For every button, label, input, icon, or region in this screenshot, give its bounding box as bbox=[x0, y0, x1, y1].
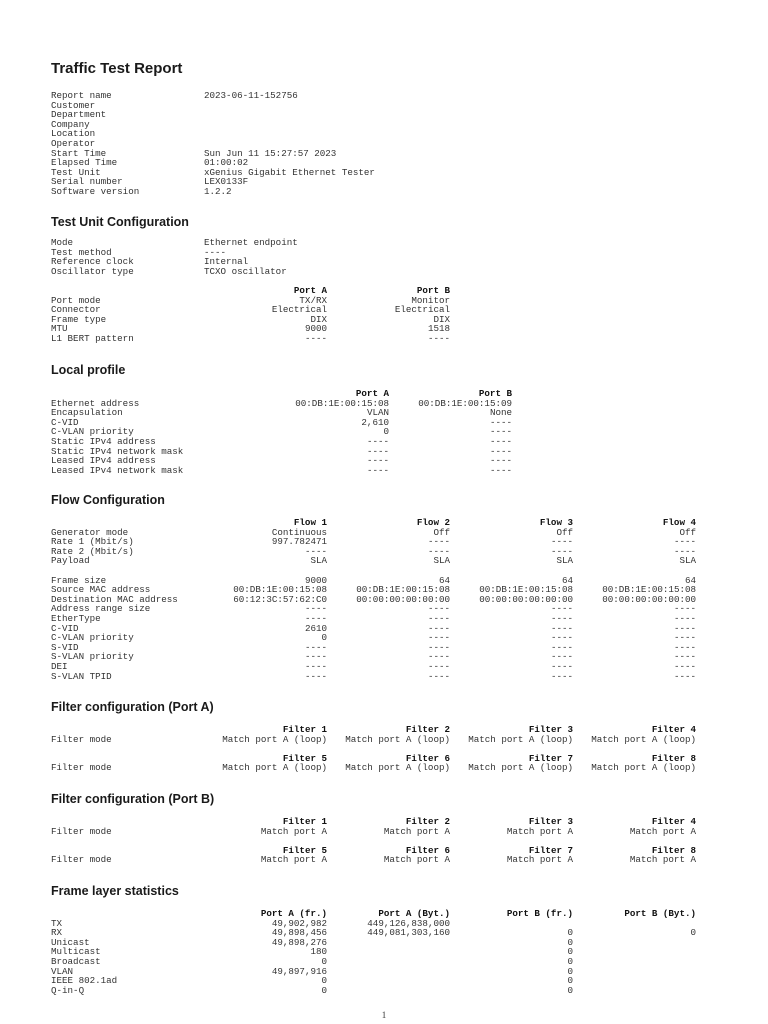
info-label: Test Unit bbox=[51, 166, 101, 178]
column-header: Port B bbox=[416, 285, 450, 296]
info-label: Location bbox=[51, 128, 96, 140]
info-value: Ethernet endpoint bbox=[204, 237, 298, 248]
column-header: Port A bbox=[293, 285, 327, 296]
info-value: 2023-06-11-152756 bbox=[204, 90, 298, 101]
row-label: IEEE 802.1ad bbox=[51, 975, 118, 987]
table-cell: ---- bbox=[427, 536, 450, 548]
info-value: Internal bbox=[204, 256, 249, 268]
table-cell: ---- bbox=[673, 603, 696, 615]
column-header: Filter 2 bbox=[405, 816, 450, 827]
table-cell: 0 bbox=[567, 955, 573, 967]
table-cell: 0 bbox=[567, 936, 573, 948]
table-cell: 00:DB:1E:00:15:08 bbox=[356, 584, 450, 596]
section-heading-filter-a: Filter configuration (Port A) bbox=[51, 700, 214, 714]
table-cell: ---- bbox=[550, 660, 573, 672]
table-cell: ---- bbox=[427, 641, 450, 653]
info-label: Start Time bbox=[51, 147, 107, 159]
row-label: Port mode bbox=[51, 294, 101, 306]
column-header: Port A (Byt.) bbox=[378, 908, 450, 919]
info-label: Customer bbox=[51, 99, 96, 111]
table-cell: Match port A (loop) bbox=[345, 733, 450, 745]
row-label: Destination MAC address bbox=[51, 593, 178, 605]
table-cell: 1518 bbox=[427, 323, 450, 335]
column-header: Filter 5 bbox=[282, 844, 327, 856]
column-header: Filter 4 bbox=[651, 724, 696, 735]
table-cell: 0 bbox=[567, 965, 573, 977]
table-cell: SLA bbox=[433, 555, 450, 567]
table-cell: Match port A bbox=[629, 825, 696, 837]
table-cell: Match port A (loop) bbox=[345, 762, 450, 774]
table-cell: 997.782471 bbox=[271, 536, 327, 548]
info-label: Elapsed Time bbox=[51, 157, 118, 169]
table-cell: 00:00:00:00:00:00 bbox=[479, 593, 573, 605]
row-label: Generator mode bbox=[51, 526, 129, 538]
info-label: Serial number bbox=[51, 176, 123, 188]
table-cell: ---- bbox=[550, 670, 573, 682]
table-cell: ---- bbox=[489, 435, 512, 447]
column-header: Port B (fr.) bbox=[506, 908, 573, 919]
table-cell: 0 bbox=[321, 632, 327, 644]
table-cell: None bbox=[489, 407, 512, 419]
column-header: Port A (fr.) bbox=[260, 908, 327, 919]
table-cell: 0 bbox=[321, 984, 327, 996]
row-label: Broadcast bbox=[51, 955, 101, 967]
row-label: Rate 2 (Mbit/s) bbox=[51, 545, 134, 557]
table-cell: 49,902,982 bbox=[271, 917, 327, 929]
table-cell: Off bbox=[556, 526, 573, 538]
column-header: Filter 1 bbox=[282, 816, 327, 827]
table-cell: ---- bbox=[550, 612, 573, 624]
table-cell: Match port A (loop) bbox=[468, 733, 573, 745]
table-cell: ---- bbox=[304, 651, 327, 663]
row-label: Rate 1 (Mbit/s) bbox=[51, 536, 134, 548]
table-cell: ---- bbox=[673, 612, 696, 624]
info-value: LEX0133F bbox=[204, 176, 249, 188]
column-header: Filter 7 bbox=[528, 752, 573, 764]
table-cell: ---- bbox=[489, 426, 512, 438]
column-header: Filter 3 bbox=[528, 816, 573, 827]
row-label: Filter mode bbox=[51, 733, 112, 745]
table-cell: Match port A bbox=[260, 825, 327, 837]
table-cell: ---- bbox=[550, 603, 573, 615]
table-cell: ---- bbox=[550, 651, 573, 663]
row-label: C-VID bbox=[51, 416, 79, 428]
table-cell: 0 bbox=[567, 984, 573, 996]
table-cell: Monitor bbox=[411, 294, 450, 306]
column-header: Filter 4 bbox=[651, 816, 696, 827]
row-label: Source MAC address bbox=[51, 584, 151, 596]
row-label: EtherType bbox=[51, 612, 101, 624]
table-cell: ---- bbox=[304, 612, 327, 624]
table-cell: ---- bbox=[304, 660, 327, 672]
info-label: Report name bbox=[51, 90, 112, 101]
table-cell: 9000 bbox=[304, 323, 327, 335]
info-value: ---- bbox=[204, 246, 227, 258]
row-label: DEI bbox=[51, 660, 68, 672]
table-cell: Match port A bbox=[260, 854, 327, 866]
row-label: Filter mode bbox=[51, 825, 112, 837]
table-cell: ---- bbox=[673, 670, 696, 682]
table-cell: ---- bbox=[304, 641, 327, 653]
column-header: Filter 5 bbox=[282, 752, 327, 764]
table-cell: Match port A bbox=[629, 854, 696, 866]
row-label: S-VID bbox=[51, 641, 79, 653]
row-label: Filter mode bbox=[51, 854, 112, 866]
table-cell: 0 bbox=[567, 927, 573, 939]
table-cell: 00:DB:1E:00:15:08 bbox=[233, 584, 327, 596]
column-header: Flow 3 bbox=[539, 517, 573, 528]
table-cell: 0 bbox=[383, 426, 389, 438]
table-cell: ---- bbox=[304, 332, 327, 344]
table-cell: 449,126,838,000 bbox=[367, 917, 450, 929]
table-cell: 00:DB:1E:00:15:08 bbox=[479, 584, 573, 596]
info-label: Oscillator type bbox=[51, 265, 134, 277]
table-cell: SLA bbox=[310, 555, 327, 567]
row-label: Unicast bbox=[51, 936, 90, 948]
info-value: 01:00:02 bbox=[204, 157, 249, 169]
info-label: Mode bbox=[51, 237, 74, 248]
row-label: C-VID bbox=[51, 622, 79, 634]
table-cell: 49,898,276 bbox=[271, 936, 327, 948]
info-value: xGenius Gigabit Ethernet Tester bbox=[204, 166, 375, 178]
row-label: S-VLAN priority bbox=[51, 651, 134, 663]
info-label: Reference clock bbox=[51, 256, 134, 268]
row-label: RX bbox=[51, 927, 63, 939]
info-label: Department bbox=[51, 109, 107, 121]
table-cell: SLA bbox=[679, 555, 696, 567]
table-cell: 64 bbox=[438, 574, 450, 586]
table-cell: 9000 bbox=[304, 574, 327, 586]
column-header: Filter 8 bbox=[651, 752, 696, 764]
table-cell: 0 bbox=[321, 975, 327, 987]
table-cell: TX/RX bbox=[299, 294, 327, 306]
table-cell: ---- bbox=[550, 641, 573, 653]
row-label: Static IPv4 address bbox=[51, 435, 156, 447]
table-cell: ---- bbox=[673, 632, 696, 644]
table-cell: ---- bbox=[673, 651, 696, 663]
column-header: Filter 2 bbox=[405, 724, 450, 735]
info-value: TCXO oscillator bbox=[204, 265, 287, 277]
table-cell: ---- bbox=[366, 445, 389, 457]
table-cell: Off bbox=[679, 526, 696, 538]
table-cell: 00:DB:1E:00:15:08 bbox=[295, 397, 389, 409]
table-cell: ---- bbox=[673, 622, 696, 634]
table-cell: ---- bbox=[550, 545, 573, 557]
table-cell: ---- bbox=[550, 536, 573, 548]
table-cell: ---- bbox=[489, 445, 512, 457]
table-cell: 49,898,456 bbox=[271, 927, 327, 939]
section-heading-filter-b: Filter configuration (Port B) bbox=[51, 792, 215, 806]
table-cell: ---- bbox=[366, 464, 389, 476]
row-label: Payload bbox=[51, 555, 90, 567]
table-cell: 00:DB:1E:00:15:08 bbox=[602, 584, 696, 596]
table-cell: ---- bbox=[489, 416, 512, 428]
column-header: Filter 1 bbox=[282, 724, 327, 735]
column-header: Filter 3 bbox=[528, 724, 573, 735]
table-cell: ---- bbox=[550, 632, 573, 644]
row-label: S-VLAN TPID bbox=[51, 670, 112, 682]
table-cell: 00:DB:1E:00:15:09 bbox=[418, 397, 512, 409]
table-cell: ---- bbox=[304, 545, 327, 557]
table-cell: ---- bbox=[673, 545, 696, 557]
table-cell: 49,897,916 bbox=[271, 965, 327, 977]
table-cell: Continuous bbox=[271, 526, 327, 538]
table-cell: ---- bbox=[427, 603, 450, 615]
row-label: Leased IPv4 address bbox=[51, 455, 156, 467]
table-cell: ---- bbox=[366, 435, 389, 447]
section-heading-local-profile: Local profile bbox=[51, 363, 126, 377]
info-label: Company bbox=[51, 118, 90, 130]
column-header: Port B bbox=[478, 388, 512, 399]
row-label: Frame size bbox=[51, 574, 107, 586]
table-cell: 60:12:3C:57:62:C0 bbox=[233, 593, 327, 605]
row-label: Connector bbox=[51, 304, 101, 316]
table-cell: ---- bbox=[427, 545, 450, 557]
table-cell: 449,081,303,160 bbox=[367, 927, 450, 939]
column-header: Filter 6 bbox=[405, 844, 450, 856]
section-heading-test-unit: Test Unit Configuration bbox=[51, 215, 189, 229]
row-label: Multicast bbox=[51, 946, 101, 958]
row-label: Static IPv4 network mask bbox=[51, 445, 184, 457]
info-value: 1.2.2 bbox=[204, 185, 232, 197]
table-cell: ---- bbox=[427, 660, 450, 672]
row-label: C-VLAN priority bbox=[51, 632, 134, 644]
table-cell: ---- bbox=[427, 670, 450, 682]
table-cell: DIX bbox=[310, 313, 327, 325]
table-cell: VLAN bbox=[366, 407, 389, 419]
row-label: Filter mode bbox=[51, 762, 112, 774]
table-cell: Match port A (loop) bbox=[468, 762, 573, 774]
column-header: Port B (Byt.) bbox=[624, 908, 696, 919]
row-label: C-VLAN priority bbox=[51, 426, 134, 438]
table-cell: Match port A (loop) bbox=[591, 762, 696, 774]
row-label: VLAN bbox=[51, 965, 74, 977]
row-label: Frame type bbox=[51, 313, 107, 325]
table-cell: Match port A bbox=[383, 825, 450, 837]
table-cell: 0 bbox=[567, 975, 573, 987]
column-header: Flow 4 bbox=[662, 517, 696, 528]
column-header: Flow 1 bbox=[293, 517, 327, 528]
info-label: Operator bbox=[51, 137, 96, 149]
table-cell: ---- bbox=[489, 464, 512, 476]
section-heading-frame-stats: Frame layer statistics bbox=[51, 884, 179, 898]
column-header: Filter 8 bbox=[651, 844, 696, 856]
page-title: Traffic Test Report bbox=[51, 60, 183, 77]
table-cell: Off bbox=[433, 526, 450, 538]
table-cell: ---- bbox=[304, 670, 327, 682]
row-label: Q-in-Q bbox=[51, 984, 85, 996]
table-cell: 0 bbox=[567, 946, 573, 958]
row-label: Address range size bbox=[51, 603, 151, 615]
page-number: 1 bbox=[381, 1010, 387, 1020]
table-cell: Match port A bbox=[506, 854, 573, 866]
column-header: Filter 7 bbox=[528, 844, 573, 856]
table-cell: ---- bbox=[304, 603, 327, 615]
table-cell: 00:00:00:00:00:00 bbox=[356, 593, 450, 605]
table-cell: ---- bbox=[427, 612, 450, 624]
table-cell: 0 bbox=[690, 927, 696, 939]
table-cell: ---- bbox=[427, 332, 450, 344]
table-cell: Match port A bbox=[383, 854, 450, 866]
column-header: Filter 6 bbox=[405, 752, 450, 764]
table-cell: ---- bbox=[427, 622, 450, 634]
table-cell: Match port A (loop) bbox=[222, 762, 327, 774]
table-cell: Match port A (loop) bbox=[222, 733, 327, 745]
table-cell: 00:00:00:00:00:00 bbox=[602, 593, 696, 605]
table-cell: Match port A bbox=[506, 825, 573, 837]
table-cell: ---- bbox=[489, 455, 512, 467]
table-cell: 64 bbox=[561, 574, 573, 586]
table-cell: 2610 bbox=[304, 622, 327, 634]
table-cell: ---- bbox=[550, 622, 573, 634]
table-cell: ---- bbox=[366, 455, 389, 467]
row-label: MTU bbox=[51, 323, 68, 335]
table-cell: 0 bbox=[321, 955, 327, 967]
table-cell: 180 bbox=[310, 946, 327, 958]
table-cell: Electrical bbox=[271, 304, 327, 316]
info-value: Sun Jun 11 15:27:57 2023 bbox=[204, 147, 337, 159]
table-cell: Match port A (loop) bbox=[591, 733, 696, 745]
table-cell: ---- bbox=[673, 660, 696, 672]
table-cell: ---- bbox=[673, 641, 696, 653]
table-cell: SLA bbox=[556, 555, 573, 567]
table-cell: 2,610 bbox=[361, 416, 389, 428]
row-label: Leased IPv4 network mask bbox=[51, 464, 184, 476]
table-cell: DIX bbox=[433, 313, 450, 325]
table-cell: ---- bbox=[427, 632, 450, 644]
column-header: Port A bbox=[355, 388, 389, 399]
table-cell: Electrical bbox=[394, 304, 450, 316]
row-label: TX bbox=[51, 917, 63, 929]
info-label: Software version bbox=[51, 185, 140, 197]
table-cell: ---- bbox=[427, 651, 450, 663]
column-header: Flow 2 bbox=[416, 517, 450, 528]
row-label: L1 BERT pattern bbox=[51, 332, 134, 344]
row-label: Encapsulation bbox=[51, 407, 123, 419]
row-label: Ethernet address bbox=[51, 397, 140, 409]
table-cell: ---- bbox=[673, 536, 696, 548]
table-cell: 64 bbox=[684, 574, 696, 586]
info-label: Test method bbox=[51, 246, 112, 258]
section-heading-flow-config: Flow Configuration bbox=[51, 493, 165, 507]
